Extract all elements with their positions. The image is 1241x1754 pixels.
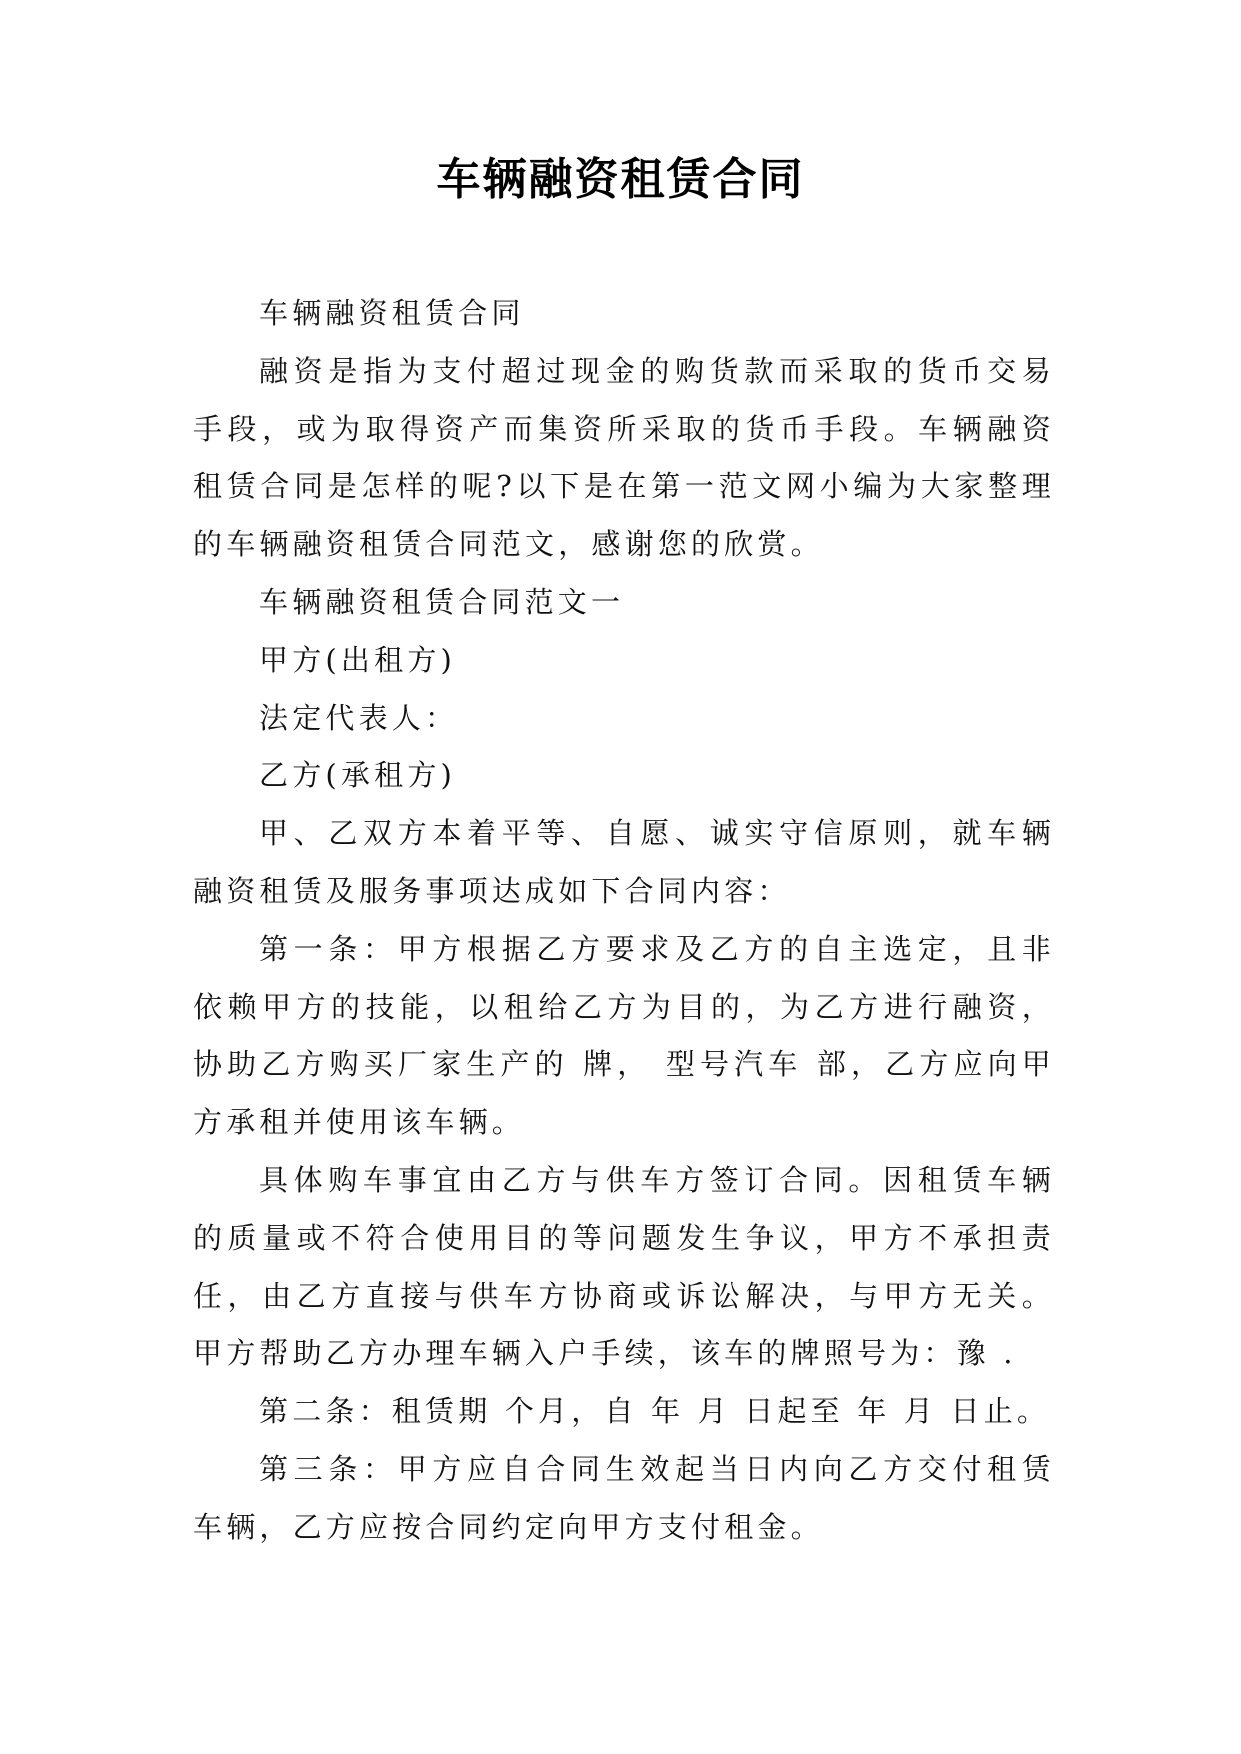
document-body [193, 285, 1055, 1557]
paragraph-heading: 车辆融资租赁合同 [259, 296, 525, 330]
paragraph-party-a: 甲方(出租方) [259, 642, 457, 677]
paragraph-sample-heading: 车辆融资租赁合同范文一 [259, 584, 625, 619]
paragraph-article-1: 第一条：甲方根据乙方要求及乙方的自主选定，且非依赖甲方的技能，以租给乙方为目的，为乙方进行融资，协助乙方购买厂家生产的 牌， 型号汽车 部，乙方应向甲方承租并使用该车辆。 [193, 931, 1055, 1140]
paragraph-legal-rep: 法定代表人： [259, 700, 459, 735]
paragraph-party-b: 乙方(承租方) [259, 758, 457, 793]
document-title: 车辆融资租赁合同 [436, 154, 805, 205]
paragraph-preamble: 甲、乙双方本着平等、自愿、诚实守信原则，就车辆融资租赁及服务事项达成如下合同内容： [193, 816, 1055, 908]
paragraph-article-3: 第三条：甲方应自合同生效起当日内向乙方交付租赁车辆，乙方应按合同约定向甲方支付租金。 [193, 1451, 1055, 1544]
paragraph-article-2: 第二条：租赁期 个月，自 年 月 日起至 年 月 日止。 [259, 1394, 1051, 1429]
paragraph-purchase: 具体购车事宜由乙方与供车方签订合同。因租赁车辆的质量或不符合使用目的等问题发生争议，甲方不承担责任，由乙方直接与供车方协商或诉讼解决，与甲方无关。甲方帮助乙方办理车辆入户手续，该车的牌照号为：豫 . [193, 1162, 1055, 1371]
paragraph-intro: 融资是指为支付超过现金的购货款而采取的货币交易手段，或为取得资产而集资所采取的货币手段。车辆融资租赁合同是怎样的呢?以下是在第一范文网小编为大家整理的车辆融资租赁合同范文，感谢您的欣赏。 [193, 353, 1055, 562]
